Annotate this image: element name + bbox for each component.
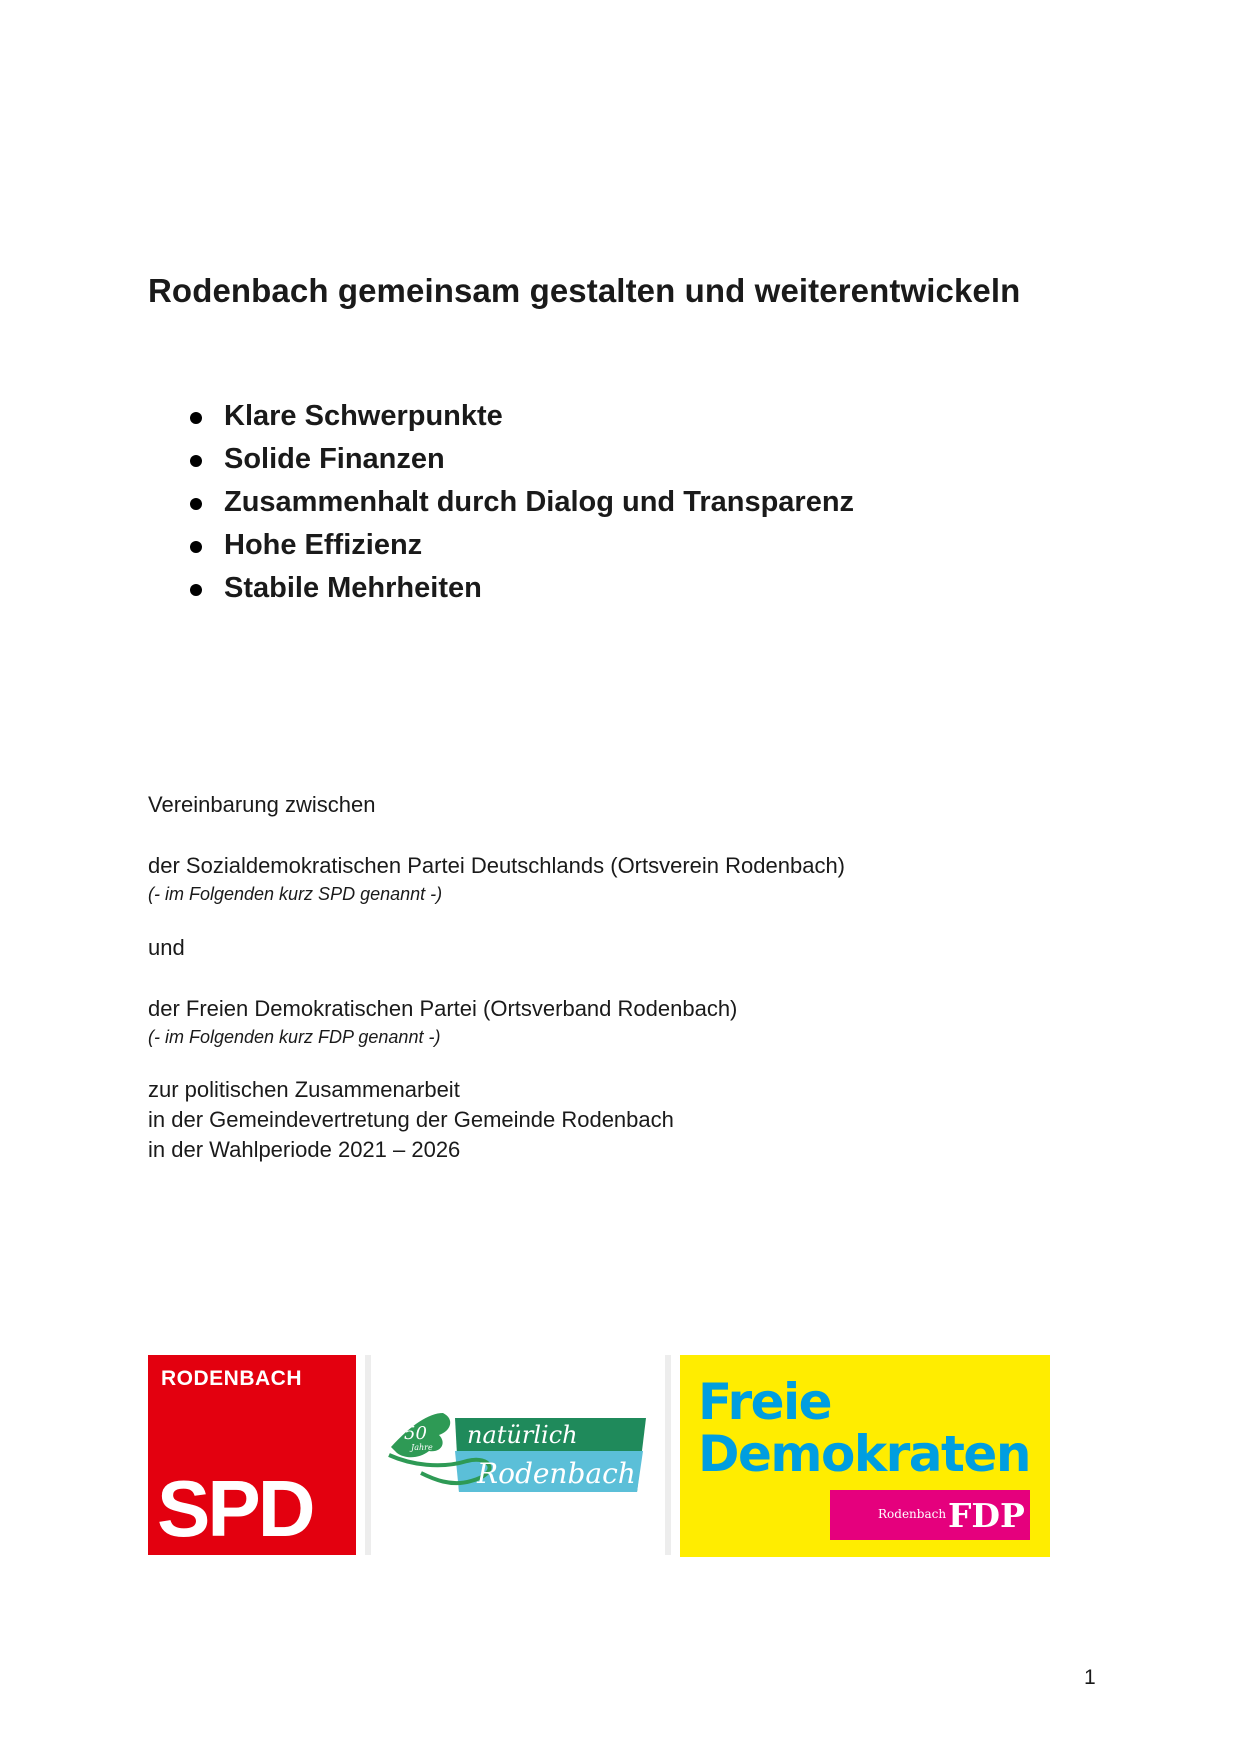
bullet-icon <box>190 584 202 596</box>
party-spd-name: der Sozialdemokratischen Partei Deutschlands (Ortsverein Rodenbach) <box>148 853 846 878</box>
fdp-logo <box>680 1355 1050 1557</box>
rodenbach-emblem-icon <box>371 1355 665 1555</box>
rodenbach-tagline: natürlich <box>467 1421 578 1449</box>
bullet-icon <box>190 498 202 510</box>
rodenbach-logo <box>365 1355 671 1555</box>
list-item <box>190 438 854 481</box>
party-fdp-note: (- im Folgenden kurz FDP genannt -) <box>148 1027 441 1047</box>
fdp-logo-abbr: FDP <box>948 1496 1025 1535</box>
fdp-logo-line1: Freie <box>698 1373 832 1431</box>
bullet-icon <box>190 541 202 553</box>
list-item-label: Stabile Mehrheiten <box>224 572 482 604</box>
page-number: 1 <box>1084 1666 1096 1689</box>
party-fdp-name: der Freien Demokratischen Partei (Ortsverband Rodenbach) <box>148 996 738 1021</box>
list-item-label: Zusammenhalt durch Dialog und Transparenz <box>224 486 855 518</box>
conjunction-text: und <box>148 935 185 960</box>
document-title: Rodenbach gemeinsam gestalten und weiterentwickeln <box>148 272 1021 309</box>
purpose-line: in der Gemeindevertretung der Gemeinde Rodenbach <box>148 1107 674 1132</box>
list-item <box>190 524 854 567</box>
fdp-logo-line2: Demokraten <box>698 1425 1030 1483</box>
spd-logo-town: RODENBACH <box>161 1367 302 1390</box>
fdp-logo-bar <box>830 1490 1030 1540</box>
agreement-intro: Vereinbarung zwischen <box>148 792 376 817</box>
party-spd-note: (- im Folgenden kurz SPD genannt -) <box>148 884 443 904</box>
list-item-label: Solide Finanzen <box>224 443 445 475</box>
list-item-label: Hohe Effizienz <box>224 529 423 561</box>
purpose-line: zur politischen Zusammenarbeit <box>148 1077 460 1102</box>
fdp-logo-town: Rodenbach <box>878 1507 947 1521</box>
rodenbach-badge-number: 50 <box>404 1423 427 1444</box>
list-item <box>190 481 854 524</box>
bullet-icon <box>190 412 202 424</box>
list-item <box>190 395 854 438</box>
party-logos <box>148 1355 1050 1557</box>
bullet-icon <box>190 455 202 467</box>
purpose-line: in der Wahlperiode 2021 – 2026 <box>148 1137 461 1162</box>
list-item <box>190 567 854 610</box>
spd-logo-name: SPD <box>157 1464 313 1553</box>
list-item-label: Klare Schwerpunkte <box>224 400 503 432</box>
rodenbach-name: Rodenbach <box>477 1457 636 1490</box>
key-points-list <box>190 395 854 610</box>
spd-logo <box>148 1355 356 1555</box>
rodenbach-badge-sub: Jahre <box>411 1443 433 1452</box>
